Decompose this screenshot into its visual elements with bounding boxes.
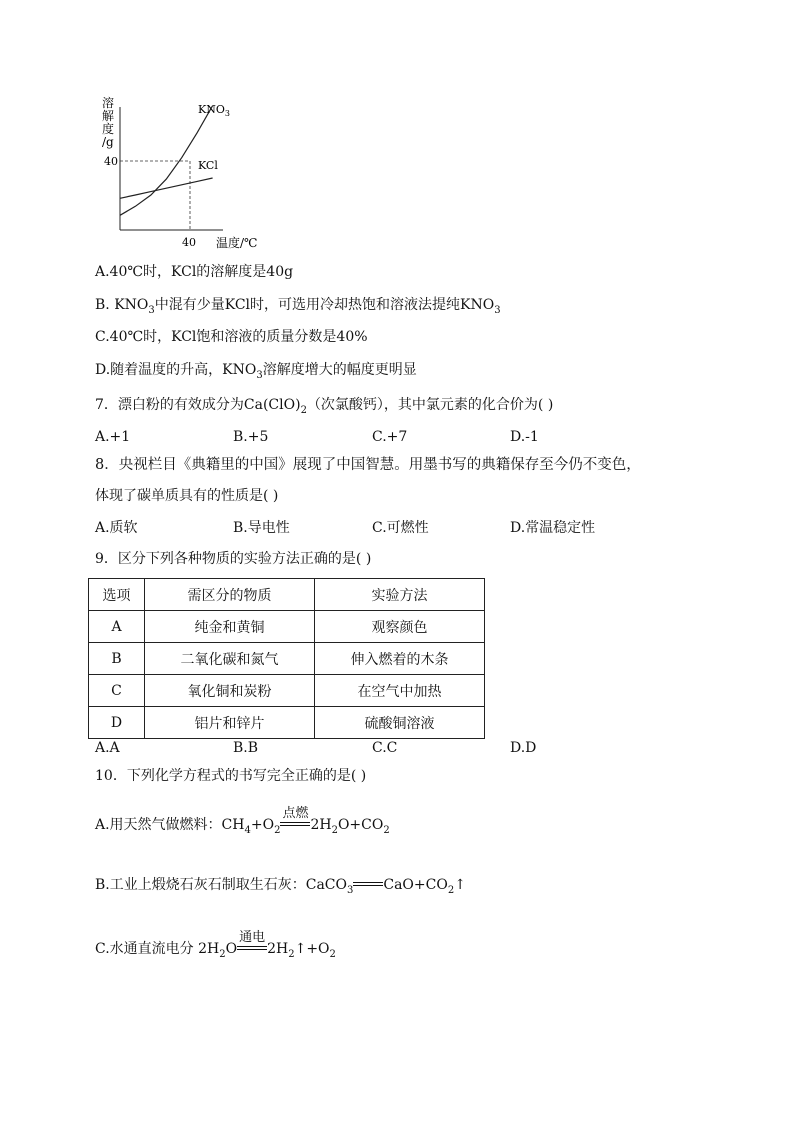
q9-option-b: B.B bbox=[233, 740, 259, 756]
table-cell: 氧化铜和炭粉 bbox=[145, 675, 315, 707]
q7-option-b: B.+5 bbox=[233, 429, 269, 445]
table-cell: 纯金和黄铜 bbox=[145, 611, 315, 643]
y-axis-label-3: 度 bbox=[102, 122, 115, 136]
q10-option-c: C.水通直流电分 $2H_2O$ 通电 $2H_2↑+O_2$ bbox=[95, 930, 336, 960]
q8-option-c: C.可燃性 bbox=[372, 520, 429, 536]
q9-stem: 9．区分下列各种物质的实验方法正确的是( ) bbox=[95, 551, 372, 567]
q9-option-c: C.C bbox=[372, 740, 398, 756]
table-cell: 在空气中加热 bbox=[315, 675, 485, 707]
q7-option-c: C.+7 bbox=[372, 429, 408, 445]
q9-option-a: A.A bbox=[95, 740, 120, 756]
table-cell: B bbox=[89, 643, 145, 675]
q7-option-d: D.-1 bbox=[510, 429, 539, 445]
equals-sign bbox=[353, 878, 383, 892]
equals-sign: 通电 bbox=[237, 942, 267, 956]
table-cell: A bbox=[89, 611, 145, 643]
y-axis-label-2: 解 bbox=[102, 109, 115, 123]
y-axis-label-4: /g bbox=[102, 135, 114, 149]
q6-option-a: A.40℃时，KCl的溶解度是40g bbox=[95, 264, 294, 280]
q8-option-b: B.导电性 bbox=[233, 520, 290, 536]
series-label-kcl: KCl bbox=[198, 159, 218, 172]
table-row bbox=[89, 675, 485, 707]
x-tick-label: 40 bbox=[182, 236, 196, 249]
q8-option-a: A.质软 bbox=[95, 520, 138, 536]
y-tick-label: 40 bbox=[104, 155, 118, 168]
table-cell: 伸入燃着的木条 bbox=[315, 643, 485, 675]
table-cell: 硫酸铜溶液 bbox=[315, 707, 485, 739]
q10-option-a: A.用天然气做燃料：$CH_4+O_2$ 点燃 $2H_2O+CO_2$ bbox=[95, 806, 390, 836]
x-axis-label: 温度/℃ bbox=[216, 236, 258, 250]
q9-option-d: D.D bbox=[510, 740, 537, 756]
table-header-cell: 实验方法 bbox=[315, 579, 485, 611]
table-row bbox=[89, 643, 485, 675]
q6-option-c: C.40℃时，KCl饱和溶液的质量分数是40% bbox=[95, 329, 368, 345]
table-header-cell: 需区分的物质 bbox=[145, 579, 315, 611]
table-cell: C bbox=[89, 675, 145, 707]
q7-stem: 7．漂白粉的有效成分为$Ca(ClO)_2$（次氯酸钙），其中氯元素的化合价为( ) bbox=[95, 397, 554, 416]
q10-stem: 10．下列化学方程式的书写完全正确的是( ) bbox=[95, 768, 367, 784]
table-header-cell: 选项 bbox=[89, 579, 145, 611]
q9-table bbox=[88, 578, 485, 739]
table-cell: 观察颜色 bbox=[315, 611, 485, 643]
y-axis-label: 溶 bbox=[102, 96, 115, 110]
table-header-row bbox=[89, 579, 485, 611]
table-row bbox=[89, 611, 485, 643]
q6-option-b: B. $KNO_3$中混有少量KCl时，可选用冷却热饱和溶液法提纯$KNO_3$ bbox=[95, 297, 501, 316]
series-line-kcl bbox=[120, 178, 213, 198]
q7-option-a: A.+1 bbox=[95, 429, 131, 445]
table-row bbox=[89, 707, 485, 739]
table-cell: 铝片和锌片 bbox=[145, 707, 315, 739]
q8-stem-line2: 体现了碳单质具有的性质是( ) bbox=[95, 488, 279, 504]
q8-stem-line1: 8．央视栏目《典籍里的中国》展现了中国智慧。用墨书写的典籍保存至今仍不变色， bbox=[95, 457, 641, 473]
q8-option-d: D.常温稳定性 bbox=[510, 520, 596, 536]
series-label-kno3: $KNO_3$ bbox=[198, 103, 230, 118]
equals-sign: 点燃 bbox=[280, 818, 310, 832]
q10-option-b: B.工业上煅烧石灰石制取生石灰：CaCO$_3$ $CaO+CO_2↑$ bbox=[95, 877, 466, 896]
table-cell: 二氧化碳和氮气 bbox=[145, 643, 315, 675]
q6-option-d: D.随着温度的升高，$KNO_3$溶解度增大的幅度更明显 bbox=[95, 362, 417, 381]
solubility-chart bbox=[98, 95, 278, 257]
table-cell: D bbox=[89, 707, 145, 739]
